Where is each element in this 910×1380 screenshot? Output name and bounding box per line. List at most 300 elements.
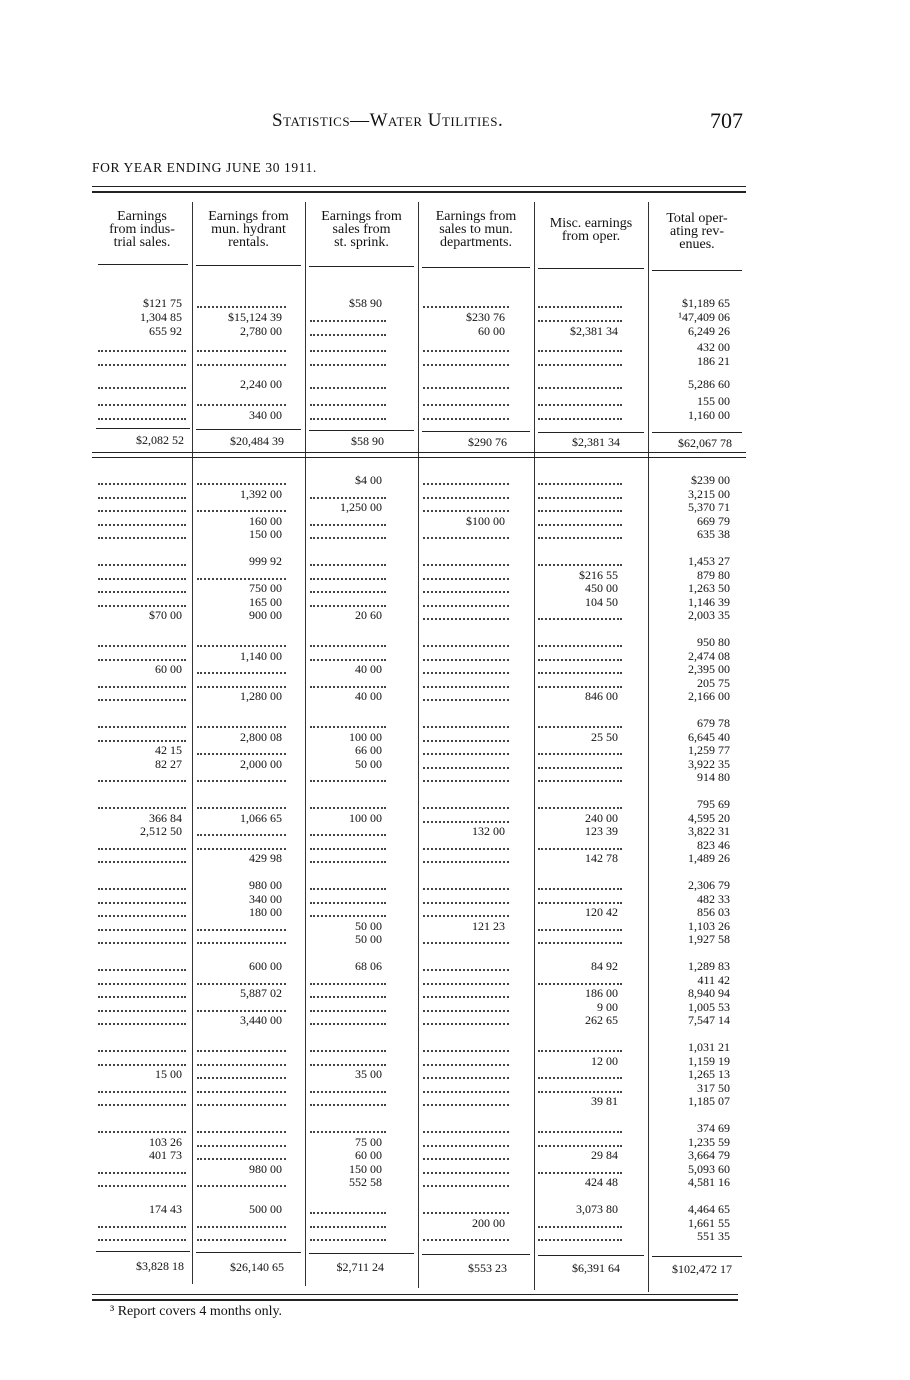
cell-misc: 12 00 — [591, 1053, 618, 1068]
cell-total: 1,031 21 — [688, 1040, 730, 1054]
cell-total: 1,185 07 — [688, 1094, 730, 1109]
cell-total: 1,489 26 — [688, 851, 730, 866]
dot-leader — [197, 839, 286, 850]
cell-industrial: 103 26 — [149, 1134, 182, 1149]
dot-leader — [197, 341, 286, 352]
dot-leader — [310, 409, 386, 420]
cell-industrial: 42 15 — [155, 743, 182, 758]
cell-total: 155 00 — [697, 394, 730, 408]
dot-leader — [197, 744, 286, 755]
dot-leader — [310, 1095, 386, 1106]
dot-leader — [197, 1149, 286, 1160]
cell-hydrant: 600 00 — [249, 959, 282, 973]
dot-leader — [423, 1014, 509, 1025]
cell-hydrant: 1,066 65 — [240, 810, 282, 825]
cell-total: 2,306 79 — [688, 878, 730, 892]
dot-leader — [98, 1041, 186, 1052]
cell-hydrant: 1,140 00 — [240, 648, 282, 663]
dot-leader — [538, 1217, 622, 1228]
dot-leader — [423, 906, 509, 917]
cell-total: 4,464 65 — [688, 1202, 730, 1216]
cell-total: 1,661 55 — [688, 1215, 730, 1230]
dot-leader — [98, 1230, 186, 1241]
dot-leader — [197, 355, 286, 366]
dot-leader — [98, 515, 186, 526]
dot-leader — [423, 771, 509, 782]
dot-leader — [310, 974, 386, 985]
cell-total: 795 69 — [697, 797, 730, 811]
cell-misc: 123 39 — [585, 824, 618, 839]
dot-leader — [538, 1068, 622, 1079]
cell-municipal: $100 00 — [466, 513, 505, 528]
dot-leader — [197, 1176, 286, 1187]
dot-leader — [310, 1203, 386, 1214]
dot-leader — [538, 488, 622, 499]
dot-leader — [538, 409, 622, 420]
cell-hydrant: 150 00 — [249, 527, 282, 542]
dot-leader — [423, 555, 509, 566]
cell-hydrant: 750 00 — [249, 581, 282, 596]
dot-leader — [423, 474, 509, 485]
dot-leader — [197, 798, 286, 809]
dot-leader — [423, 839, 509, 850]
cell-hydrant: 340 00 — [249, 408, 282, 422]
total-industrial: $3,828 18 — [136, 1259, 184, 1273]
dot-leader — [310, 1122, 386, 1133]
cell-total: 6,645 40 — [688, 729, 730, 744]
cell-misc: 39 81 — [591, 1094, 618, 1109]
cell-misc: 424 48 — [585, 1175, 618, 1190]
total-total: $102,472 17 — [672, 1262, 732, 1276]
dot-leader — [197, 1068, 286, 1079]
dot-leader — [423, 1176, 509, 1187]
dot-leader — [310, 1041, 386, 1052]
dot-leader — [423, 650, 509, 661]
dot-leader — [310, 1217, 386, 1228]
dot-leader — [310, 341, 386, 352]
dot-leader — [98, 1055, 186, 1066]
cell-total: 5,286 60 — [688, 377, 730, 391]
cell-hydrant: 5,887 02 — [240, 986, 282, 1001]
dot-leader — [98, 488, 186, 499]
cell-total: 1,160 00 — [688, 408, 730, 422]
cell-total: 5,093 60 — [688, 1161, 730, 1176]
dot-leader — [98, 1217, 186, 1228]
cell-hydrant: 2,000 00 — [240, 756, 282, 771]
dot-leader — [310, 596, 386, 607]
dot-leader — [423, 1001, 509, 1012]
dot-leader — [423, 1136, 509, 1147]
cell-misc: 186 00 — [585, 986, 618, 1001]
dot-leader — [98, 596, 186, 607]
dot-leader — [98, 582, 186, 593]
dot-leader — [310, 650, 386, 661]
cell-total: 679 78 — [697, 716, 730, 730]
dot-leader — [423, 636, 509, 647]
dot-leader — [538, 1122, 622, 1133]
dot-leader — [538, 798, 622, 809]
cell-total: 186 21 — [697, 354, 730, 368]
dot-leader — [423, 1163, 509, 1174]
cell-total: ¹47,409 06 — [678, 310, 730, 324]
page-title: Statistics—Water Utilities. — [272, 110, 504, 131]
dot-leader — [423, 1068, 509, 1079]
dot-leader — [538, 395, 622, 406]
dot-leader — [98, 731, 186, 742]
dot-leader — [423, 1203, 509, 1214]
dot-leader — [423, 1149, 509, 1160]
cell-total: 1,005 53 — [688, 999, 730, 1014]
cell-misc: 25 50 — [591, 729, 618, 744]
dot-leader — [98, 1001, 186, 1012]
dot-leader — [423, 378, 509, 389]
total-total: $62,067 78 — [678, 436, 732, 450]
cell-misc: 450 00 — [585, 581, 618, 596]
cell-total: 1,289 83 — [688, 959, 730, 973]
dot-leader — [310, 636, 386, 647]
cell-municipal: 60 00 — [478, 324, 505, 338]
cell-total: 3,922 35 — [688, 756, 730, 771]
cell-industrial: 366 84 — [149, 810, 182, 825]
dot-leader — [197, 825, 286, 836]
dot-leader — [310, 1082, 386, 1093]
cell-hydrant: 980 00 — [249, 1161, 282, 1176]
dot-leader — [197, 1122, 286, 1133]
dot-leader — [538, 1163, 622, 1174]
dot-leader — [310, 852, 386, 863]
dot-leader — [423, 1122, 509, 1133]
cell-total: 1,235 59 — [688, 1134, 730, 1149]
dot-leader — [423, 987, 509, 998]
cell-industrial: 655 92 — [149, 324, 182, 338]
dot-leader — [98, 395, 186, 406]
dot-leader — [98, 555, 186, 566]
dot-leader — [98, 933, 186, 944]
dot-leader — [98, 906, 186, 917]
dot-leader — [538, 378, 622, 389]
footnote: ³ Report covers 4 months only. — [110, 1304, 283, 1319]
cell-total: 551 35 — [697, 1229, 730, 1244]
dot-leader — [538, 341, 622, 352]
cell-misc: 29 84 — [591, 1148, 618, 1163]
dot-leader — [197, 1001, 286, 1012]
dot-leader — [197, 1055, 286, 1066]
dot-leader — [538, 677, 622, 688]
cell-misc: 120 42 — [585, 905, 618, 920]
cell-misc: $2,381 34 — [570, 324, 618, 338]
dot-leader — [197, 677, 286, 688]
dot-leader — [98, 920, 186, 931]
dot-leader — [197, 1230, 286, 1241]
cell-sprinkling: 50 00 — [355, 932, 382, 947]
cell-total: 374 69 — [697, 1121, 730, 1135]
cell-hydrant: 180 00 — [249, 905, 282, 920]
cell-misc: 3,073 80 — [576, 1202, 618, 1216]
cell-total: 1,453 27 — [688, 554, 730, 568]
cell-misc: 846 00 — [585, 689, 618, 704]
dot-leader — [310, 515, 386, 526]
dot-leader — [310, 528, 386, 539]
dot-leader — [423, 355, 509, 366]
dot-leader — [423, 933, 509, 944]
cell-hydrant: 165 00 — [249, 594, 282, 609]
dot-leader — [423, 582, 509, 593]
cell-total: 2,003 35 — [688, 608, 730, 623]
dot-leader — [197, 663, 286, 674]
dot-leader — [423, 1041, 509, 1052]
dot-leader — [538, 744, 622, 755]
total-municipal: $290 76 — [468, 434, 507, 449]
dot-leader — [538, 893, 622, 904]
cell-industrial: 1,304 85 — [140, 310, 182, 324]
cell-sprinkling: 40 00 — [355, 689, 382, 704]
dot-leader — [197, 1082, 286, 1093]
dot-leader — [98, 474, 186, 485]
header-municipal-departments: Earnings from sales to mun. departments. — [435, 209, 517, 250]
cell-total: 635 38 — [697, 527, 730, 542]
cell-hydrant: $15,124 39 — [228, 310, 282, 324]
dot-leader — [310, 987, 386, 998]
dot-leader — [98, 1014, 186, 1025]
cell-sprinkling: 50 00 — [355, 756, 382, 771]
page-number: 707 — [710, 108, 743, 133]
cell-total: 2,474 08 — [688, 648, 730, 663]
cell-total: 411 42 — [697, 972, 730, 987]
cell-sprinkling: 66 00 — [355, 743, 382, 758]
cell-total: 5,370 71 — [688, 500, 730, 515]
cell-total: 4,595 20 — [688, 810, 730, 825]
cell-sprinkling: 20 60 — [355, 608, 382, 623]
dot-leader — [538, 1230, 622, 1241]
dot-leader — [538, 771, 622, 782]
dot-leader — [98, 771, 186, 782]
dot-leader — [197, 1217, 286, 1228]
dot-leader — [423, 409, 509, 420]
dot-leader — [310, 839, 386, 850]
dot-leader — [98, 1095, 186, 1106]
cell-total: 7,547 14 — [688, 1013, 730, 1028]
total-hydrant: $26,140 65 — [230, 1259, 284, 1274]
dot-leader — [423, 501, 509, 512]
dot-leader — [423, 528, 509, 539]
dot-leader — [98, 355, 186, 366]
dot-leader — [310, 378, 386, 389]
cell-municipal: 132 00 — [472, 824, 505, 839]
dot-leader — [310, 569, 386, 580]
dot-leader — [310, 355, 386, 366]
cell-total: 914 80 — [697, 770, 730, 785]
dot-leader — [538, 555, 622, 566]
cell-industrial: $70 00 — [149, 608, 182, 623]
dot-leader — [98, 987, 186, 998]
total-sprinkling: $58 90 — [351, 434, 384, 449]
dot-leader — [197, 717, 286, 728]
dot-leader — [423, 758, 509, 769]
cell-industrial: 82 27 — [155, 756, 182, 771]
cell-hydrant: 160 00 — [249, 513, 282, 528]
cell-total: 2,166 00 — [688, 689, 730, 704]
dot-leader — [538, 1136, 622, 1147]
cell-sprinkling: 75 00 — [355, 1134, 382, 1149]
dot-leader — [538, 311, 622, 322]
dot-leader — [538, 758, 622, 769]
cell-industrial: 2,512 50 — [140, 824, 182, 839]
header-industrial-sales: Earnings from indus- trial sales. — [109, 209, 175, 250]
dot-leader — [310, 395, 386, 406]
dot-leader — [423, 812, 509, 823]
cell-municipal: $230 76 — [466, 310, 505, 324]
dot-leader — [423, 798, 509, 809]
dot-leader — [98, 960, 186, 971]
dot-leader — [310, 1014, 386, 1025]
dot-leader — [98, 650, 186, 661]
cell-total: 879 80 — [697, 567, 730, 582]
cell-total: $1,189 65 — [682, 296, 730, 310]
cell-misc: 84 92 — [591, 959, 618, 973]
total-misc: $6,391 64 — [572, 1261, 620, 1276]
dot-leader — [423, 1230, 509, 1241]
dot-leader — [423, 717, 509, 728]
cell-misc: 104 50 — [585, 594, 618, 609]
cell-total: 205 75 — [697, 675, 730, 690]
dot-leader — [423, 731, 509, 742]
dot-leader — [310, 879, 386, 890]
dot-leader — [98, 893, 186, 904]
cell-total: 432 00 — [697, 340, 730, 354]
dot-leader — [98, 1082, 186, 1093]
dot-leader — [98, 501, 186, 512]
cell-total: 1,927 58 — [688, 932, 730, 947]
cell-sprinkling: 100 00 — [349, 729, 382, 744]
dot-leader — [423, 297, 509, 308]
cell-total: 823 46 — [697, 837, 730, 852]
dot-leader — [538, 717, 622, 728]
dot-leader — [197, 771, 286, 782]
dot-leader — [538, 501, 622, 512]
dot-leader — [197, 474, 286, 485]
cell-total: 1,263 50 — [688, 581, 730, 596]
dot-leader — [423, 852, 509, 863]
cell-misc: $216 55 — [579, 567, 618, 582]
dot-leader — [538, 355, 622, 366]
cell-sprinkling: 50 00 — [355, 918, 382, 933]
cell-industrial: 15 00 — [155, 1067, 182, 1082]
cell-total: 669 79 — [697, 513, 730, 528]
dot-leader — [423, 395, 509, 406]
dot-leader — [98, 341, 186, 352]
dot-leader — [197, 920, 286, 931]
dot-leader — [538, 920, 622, 931]
dot-leader — [98, 1176, 186, 1187]
dot-leader — [538, 650, 622, 661]
dot-leader — [423, 569, 509, 580]
cell-industrial: 60 00 — [155, 662, 182, 677]
dot-leader — [197, 636, 286, 647]
dot-leader — [98, 798, 186, 809]
dot-leader — [423, 744, 509, 755]
cell-sprinkling: 40 00 — [355, 662, 382, 677]
dot-leader — [423, 960, 509, 971]
dot-leader — [423, 1095, 509, 1106]
cell-total: 3,822 31 — [688, 824, 730, 839]
cell-total: 4,581 16 — [688, 1175, 730, 1190]
total-industrial: $2,082 52 — [136, 433, 184, 447]
cell-sprinkling: 1,250 00 — [340, 500, 382, 515]
dot-leader — [423, 488, 509, 499]
cell-misc: 262 65 — [585, 1013, 618, 1028]
dot-leader — [538, 515, 622, 526]
dot-leader — [310, 325, 386, 336]
cell-total: 1,259 77 — [688, 743, 730, 758]
dot-leader — [98, 717, 186, 728]
dot-leader — [98, 378, 186, 389]
cell-hydrant: 340 00 — [249, 891, 282, 906]
dot-leader — [423, 677, 509, 688]
cell-sprinkling: 60 00 — [355, 1148, 382, 1163]
dot-leader — [423, 1055, 509, 1066]
cell-hydrant: 1,392 00 — [240, 486, 282, 501]
dot-leader — [310, 798, 386, 809]
dot-leader — [538, 636, 622, 647]
dot-leader — [538, 297, 622, 308]
cell-municipal: 121 23 — [472, 918, 505, 933]
dot-leader — [310, 893, 386, 904]
dot-leader — [423, 974, 509, 985]
header-total-revenues: Total oper- ating rev- enues. — [666, 211, 728, 252]
cell-misc: 240 00 — [585, 810, 618, 825]
cell-total: 3,664 79 — [688, 1148, 730, 1163]
cell-sprinkling: $58 90 — [349, 296, 382, 310]
cell-misc: 9 00 — [597, 999, 618, 1014]
cell-total: 1,103 26 — [688, 918, 730, 933]
total-misc: $2,381 34 — [572, 435, 620, 450]
dot-leader — [98, 569, 186, 580]
dot-leader — [538, 1041, 622, 1052]
dot-leader — [310, 825, 386, 836]
dot-leader — [197, 297, 286, 308]
dot-leader — [197, 1095, 286, 1106]
dot-leader — [197, 1041, 286, 1052]
cell-total: 482 33 — [697, 891, 730, 906]
dot-leader — [310, 582, 386, 593]
dot-leader — [423, 893, 509, 904]
cell-hydrant: 500 00 — [249, 1202, 282, 1216]
dot-leader — [538, 474, 622, 485]
dot-leader — [98, 974, 186, 985]
dot-leader — [538, 933, 622, 944]
dot-leader — [310, 906, 386, 917]
cell-total: 1,146 39 — [688, 594, 730, 609]
dot-leader — [197, 569, 286, 580]
cell-hydrant: 2,780 00 — [240, 324, 282, 338]
dot-leader — [423, 663, 509, 674]
dot-leader — [310, 555, 386, 566]
dot-leader — [98, 677, 186, 688]
dot-leader — [310, 717, 386, 728]
dot-leader — [310, 1230, 386, 1241]
dot-leader — [538, 879, 622, 890]
cell-sprinkling: 35 00 — [355, 1067, 382, 1082]
dot-leader — [538, 528, 622, 539]
cell-industrial: $121 75 — [143, 296, 182, 310]
dot-leader — [538, 663, 622, 674]
dot-leader — [538, 839, 622, 850]
dot-leader — [538, 609, 622, 620]
cell-sprinkling: 100 00 — [349, 810, 382, 825]
cell-hydrant: 429 98 — [249, 851, 282, 866]
cell-total: 950 80 — [697, 635, 730, 649]
dot-leader — [423, 609, 509, 620]
